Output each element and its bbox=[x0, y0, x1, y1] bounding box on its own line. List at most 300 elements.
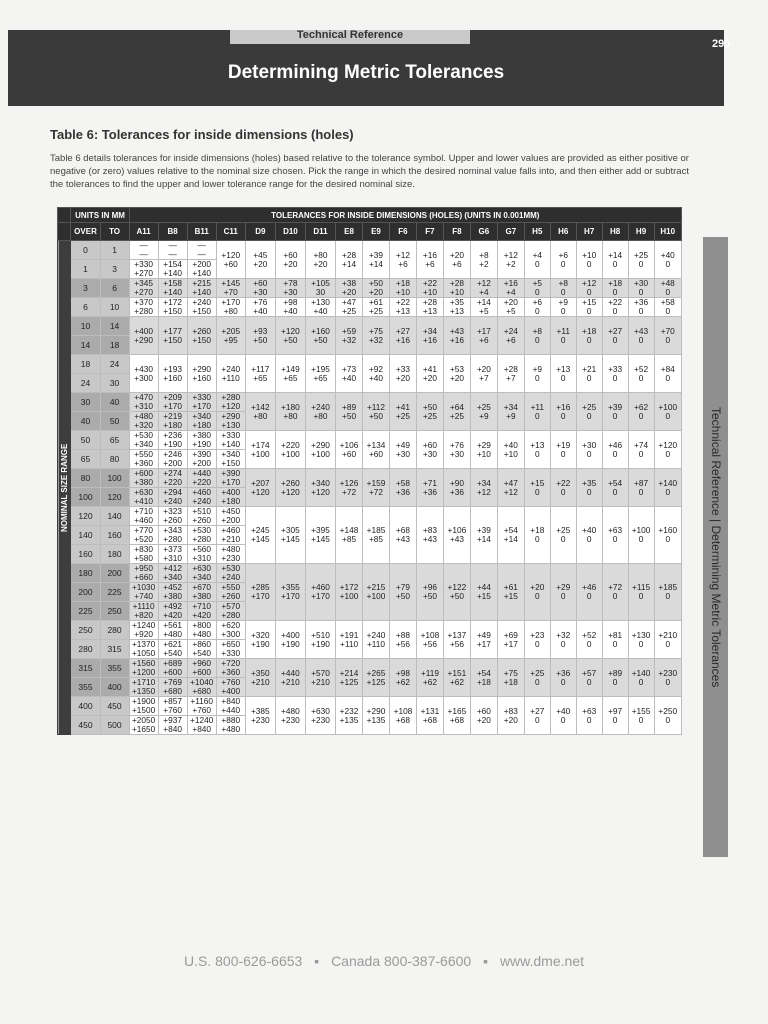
tolerance-cell: +720 +360 bbox=[216, 659, 245, 678]
tolerance-cell: +185 0 bbox=[654, 564, 681, 621]
size-over: 80 bbox=[71, 469, 100, 488]
tolerance-cell: +430 +300 bbox=[129, 355, 158, 393]
tolerance-cell: +492 +420 bbox=[158, 602, 187, 621]
tolerance-cell: +76 +30 bbox=[443, 431, 470, 469]
tolerance-cell: +265 +125 bbox=[363, 659, 390, 697]
tolerance-cell: +60 +20 bbox=[470, 697, 497, 735]
table-row bbox=[58, 317, 682, 336]
tolerance-cell: +52 0 bbox=[628, 355, 654, 393]
tolerance-cell: +290 +160 bbox=[187, 355, 216, 393]
tolerance-cell: +400 +190 bbox=[275, 621, 305, 659]
tolerance-cell: +93 +50 bbox=[245, 317, 275, 355]
size-over: 200 bbox=[71, 583, 100, 602]
tolerance-cell: +22 0 bbox=[550, 469, 576, 507]
size-to: 160 bbox=[100, 526, 129, 545]
tolerance-cell: +46 0 bbox=[576, 564, 602, 621]
tolerance-cell: +860 +540 bbox=[187, 640, 216, 659]
size-to: 200 bbox=[100, 564, 129, 583]
size-to: 18 bbox=[100, 336, 129, 355]
tolerance-cell: +78 +30 bbox=[275, 279, 305, 298]
tolerance-cell: +145 +70 bbox=[216, 279, 245, 298]
tolerance-cell: +52 0 bbox=[576, 621, 602, 659]
size-over: 1 bbox=[71, 260, 100, 279]
table-row bbox=[58, 298, 682, 317]
units-header: UNITS IN MM bbox=[71, 208, 129, 223]
tolerance-cell: +950 +660 bbox=[129, 564, 158, 583]
tolerance-cell: +240 +80 bbox=[305, 393, 335, 431]
tolerance-cell: +11 0 bbox=[550, 317, 576, 355]
column-header: H9 bbox=[628, 223, 654, 241]
tolerance-cell: +154 +140 bbox=[158, 260, 187, 279]
tolerance-cell: +5 0 bbox=[524, 279, 550, 298]
tolerance-cell: +88 +56 bbox=[389, 621, 416, 659]
tolerance-cell: +30 0 bbox=[628, 279, 654, 298]
size-to: 1 bbox=[100, 241, 129, 260]
tolerance-cell: +61 +15 bbox=[497, 564, 524, 621]
tolerance-cell: +460 +170 bbox=[305, 564, 335, 621]
tolerance-cell: +630 +230 bbox=[305, 697, 335, 735]
tolerance-cell: +373 +310 bbox=[158, 545, 187, 564]
tolerance-cell: +105 30 bbox=[305, 279, 335, 298]
size-over: 140 bbox=[71, 526, 100, 545]
size-over: 180 bbox=[71, 564, 100, 583]
tolerance-cell: +40 0 bbox=[576, 507, 602, 564]
tolerance-cell: +58 +36 bbox=[389, 469, 416, 507]
tolerance-cell: +219 +180 bbox=[158, 412, 187, 431]
tolerance-cell: +215 +100 bbox=[363, 564, 390, 621]
size-over: 450 bbox=[71, 716, 100, 735]
intro-paragraph: Table 6 details tolerances for inside dimensions (holes) based relative to the tolerance symbol. Upper and lower values are provided as either positive or negative (or zero) values relative to the nominal size chosen. Pick the range in which the desired nominal value falls into, and then either add or subtract the tolerances to find the upper and lower tolerance range for the desired nominal size. bbox=[50, 153, 689, 190]
tolerance-cell: +385 +230 bbox=[245, 697, 275, 735]
tolerance-cell: +480 +320 bbox=[129, 412, 158, 431]
column-header: G7 bbox=[497, 223, 524, 241]
size-over: 250 bbox=[71, 621, 100, 640]
tolerance-cell: +38 +20 bbox=[336, 279, 363, 298]
tolerance-cell: +50 +25 bbox=[416, 393, 443, 431]
tolerance-cell: +59 +32 bbox=[336, 317, 363, 355]
column-header: D10 bbox=[275, 223, 305, 241]
tolerance-cell: +96 +50 bbox=[416, 564, 443, 621]
section-tab: Technical Reference bbox=[230, 30, 470, 44]
size-to: 80 bbox=[100, 450, 129, 469]
tolerance-cell: +193 +160 bbox=[158, 355, 187, 393]
tolerance-cell: +106 +43 bbox=[443, 507, 470, 564]
tolerance-cell: +68 +43 bbox=[389, 507, 416, 564]
page-number: 295 bbox=[712, 38, 731, 50]
table-body bbox=[58, 241, 682, 735]
size-over: 30 bbox=[71, 393, 100, 412]
column-header: F8 bbox=[443, 223, 470, 241]
tolerance-cell: +18 0 bbox=[576, 317, 602, 355]
tolerance-cell: +35 +13 bbox=[443, 298, 470, 317]
table-row bbox=[58, 393, 682, 412]
size-over: 14 bbox=[71, 336, 100, 355]
size-to: 6 bbox=[100, 279, 129, 298]
tolerance-cell: +19 0 bbox=[550, 431, 576, 469]
tolerance-cell: +343 +280 bbox=[158, 526, 187, 545]
size-over: 40 bbox=[71, 412, 100, 431]
tolerance-cell: +140 0 bbox=[628, 659, 654, 697]
tolerance-cell: +510 +260 bbox=[187, 507, 216, 526]
size-over: 400 bbox=[71, 697, 100, 716]
tolerance-cell: +47 +12 bbox=[497, 469, 524, 507]
tolerance-cell: +21 0 bbox=[576, 355, 602, 393]
column-header: G6 bbox=[470, 223, 497, 241]
tolerance-cell: +185 +85 bbox=[363, 507, 390, 564]
column-header: B8 bbox=[158, 223, 187, 241]
tolerance-cell: +34 +9 bbox=[497, 393, 524, 431]
tolerance-cell: +8 0 bbox=[550, 279, 576, 298]
column-header: H5 bbox=[524, 223, 550, 241]
tolerance-cell: +840 +440 bbox=[216, 697, 245, 716]
tolerance-cell: +158 +140 bbox=[158, 279, 187, 298]
tolerance-cell: +120 +50 bbox=[275, 317, 305, 355]
tolerance-cell: +1030 +740 bbox=[129, 583, 158, 602]
tolerance-cell: +200 +140 bbox=[187, 260, 216, 279]
tolerance-cell: +63 0 bbox=[576, 697, 602, 735]
tolerance-cell: +23 0 bbox=[524, 621, 550, 659]
tolerance-cell: +29 0 bbox=[550, 564, 576, 621]
tolerance-cell: +98 +62 bbox=[389, 659, 416, 697]
tolerance-cell: +440 +210 bbox=[275, 659, 305, 697]
table-row bbox=[58, 621, 682, 640]
column-header: C11 bbox=[216, 223, 245, 241]
tolerance-cell: +13 0 bbox=[550, 355, 576, 393]
tolerance-cell: +160 +50 bbox=[305, 317, 335, 355]
table-row bbox=[58, 279, 682, 298]
tolerance-cell: +47 +25 bbox=[336, 298, 363, 317]
range-label: NOMINAL SIZE RANGE bbox=[58, 241, 71, 735]
tolerance-cell: +20 +6 bbox=[443, 241, 470, 279]
size-to: 250 bbox=[100, 602, 129, 621]
tolerance-cell: +60 +30 bbox=[416, 431, 443, 469]
tolerance-cell: +18 +10 bbox=[389, 279, 416, 298]
table-row bbox=[58, 659, 682, 678]
tolerance-cell: +16 0 bbox=[550, 393, 576, 431]
tolerance-cell: +710 +420 bbox=[187, 602, 216, 621]
tolerance-cell: +550 +360 bbox=[129, 450, 158, 469]
tolerance-cell: +63 0 bbox=[602, 507, 628, 564]
tolerance-cell: +44 +15 bbox=[470, 564, 497, 621]
size-to: 100 bbox=[100, 469, 129, 488]
tolerance-cell: +108 +68 bbox=[389, 697, 416, 735]
size-over: 315 bbox=[71, 659, 100, 678]
tolerance-cell: +770 +520 bbox=[129, 526, 158, 545]
tolerance-cell: +22 0 bbox=[602, 298, 628, 317]
tolerance-cell: +6 0 bbox=[524, 298, 550, 317]
tolerance-cell: +61 +25 bbox=[363, 298, 390, 317]
tolerance-cell: +1160 +760 bbox=[187, 697, 216, 716]
tolerance-cell: +30 0 bbox=[576, 431, 602, 469]
tolerance-cell: +274 +220 bbox=[158, 469, 187, 488]
tolerance-cell: +1110 +820 bbox=[129, 602, 158, 621]
tolerance-cell: +180 +80 bbox=[275, 393, 305, 431]
tolerance-cell: +1710 +1350 bbox=[129, 678, 158, 697]
tolerance-cell: +460 +210 bbox=[216, 526, 245, 545]
tolerance-cell: +89 0 bbox=[602, 659, 628, 697]
tolerance-cell: +620 +300 bbox=[216, 621, 245, 640]
tolerance-cell: +97 0 bbox=[602, 697, 628, 735]
tolerance-cell: +159 +72 bbox=[363, 469, 390, 507]
tolerance-cell: +73 +40 bbox=[336, 355, 363, 393]
tolerance-cell: +174 +100 bbox=[245, 431, 275, 469]
tolerance-cell: +130 +40 bbox=[305, 298, 335, 317]
tolerance-cell: +230 0 bbox=[654, 659, 681, 697]
tolerance-cell: +15 0 bbox=[576, 298, 602, 317]
us-phone: U.S. 800-626-6653 bbox=[184, 953, 303, 969]
tolerance-cell: +35 0 bbox=[576, 469, 602, 507]
table-row bbox=[58, 507, 682, 526]
size-to: 120 bbox=[100, 488, 129, 507]
tolerance-cell: +1240 +920 bbox=[129, 621, 158, 640]
tolerance-cell: +54 +14 bbox=[497, 507, 524, 564]
tolerance-cell: +33 0 bbox=[602, 355, 628, 393]
tolerance-cell: +39 +14 bbox=[363, 241, 390, 279]
column-header: H6 bbox=[550, 223, 576, 241]
column-header: A11 bbox=[129, 223, 158, 241]
tolerance-cell: +240 +110 bbox=[363, 621, 390, 659]
tolerance-cell: +260 +150 bbox=[187, 317, 216, 355]
tolerance-cell: +530 +240 bbox=[216, 564, 245, 583]
size-over: 10 bbox=[71, 317, 100, 336]
size-over: 50 bbox=[71, 431, 100, 450]
tolerance-cell: +355 +170 bbox=[275, 564, 305, 621]
size-over: 355 bbox=[71, 678, 100, 697]
size-over: 100 bbox=[71, 488, 100, 507]
tolerance-cell: +36 0 bbox=[628, 298, 654, 317]
tolerance-cell: +15 0 bbox=[524, 469, 550, 507]
tolerance-cell: +49 +17 bbox=[470, 621, 497, 659]
column-header: H7 bbox=[576, 223, 602, 241]
tolerance-cell: +220 +100 bbox=[275, 431, 305, 469]
tolerance-cell: +250 0 bbox=[654, 697, 681, 735]
tolerance-cell: +830 +580 bbox=[129, 545, 158, 564]
tolerance-cell: +87 0 bbox=[628, 469, 654, 507]
tolerance-cell: +49 +30 bbox=[389, 431, 416, 469]
tolerance-cell: +305 +145 bbox=[275, 507, 305, 564]
tolerance-cell: +100 0 bbox=[654, 393, 681, 431]
tolerance-cell: +25 0 bbox=[628, 241, 654, 279]
table-row bbox=[58, 564, 682, 583]
tolerance-cell: +120 +60 bbox=[216, 241, 245, 279]
tolerance-cell: +172 +150 bbox=[158, 298, 187, 317]
tolerance-cell: +769 +680 bbox=[158, 678, 187, 697]
tolerance-table bbox=[57, 207, 682, 735]
size-to: 24 bbox=[100, 355, 129, 374]
tolerance-cell: — — bbox=[158, 241, 187, 260]
tolerance-cell: — — bbox=[129, 241, 158, 260]
tolerance-cell: +530 +340 bbox=[129, 431, 158, 450]
tolerance-cell: +340 +180 bbox=[187, 412, 216, 431]
tolerance-cell: +6 0 bbox=[550, 241, 576, 279]
tolerance-cell: +32 0 bbox=[550, 621, 576, 659]
tolerance-cell: +64 +25 bbox=[443, 393, 470, 431]
tolerance-cell: +20 +5 bbox=[497, 298, 524, 317]
tolerance-cell: +90 +36 bbox=[443, 469, 470, 507]
tolerance-cell: +74 0 bbox=[628, 431, 654, 469]
tolerance-cell: +112 +50 bbox=[363, 393, 390, 431]
tolerance-cell: +380 +190 bbox=[187, 431, 216, 450]
size-over: 65 bbox=[71, 450, 100, 469]
tolerance-cell: +689 +600 bbox=[158, 659, 187, 678]
tolerance-cell: +12 +6 bbox=[389, 241, 416, 279]
tolerance-cell: +460 +240 bbox=[187, 488, 216, 507]
tolerance-cell: +4 0 bbox=[524, 241, 550, 279]
tolerance-cell: +330 +270 bbox=[129, 260, 158, 279]
tolerance-cell: +452 +380 bbox=[158, 583, 187, 602]
tolerance-cell: +34 +16 bbox=[416, 317, 443, 355]
tolerance-cell: +100 0 bbox=[628, 507, 654, 564]
table-row bbox=[58, 241, 682, 260]
tolerance-cell: +9 0 bbox=[524, 355, 550, 393]
size-to: 315 bbox=[100, 640, 129, 659]
tolerance-cell: +340 +150 bbox=[216, 450, 245, 469]
separator-dot: ▪ bbox=[483, 953, 489, 969]
tolerance-cell: +10 0 bbox=[576, 241, 602, 279]
column-header: E9 bbox=[363, 223, 390, 241]
size-to: 40 bbox=[100, 393, 129, 412]
tolerance-cell: +1240 +840 bbox=[187, 716, 216, 735]
tolerance-cell: +207 +120 bbox=[245, 469, 275, 507]
tolerance-cell: +330 +140 bbox=[216, 431, 245, 450]
tolerance-cell: +294 +240 bbox=[158, 488, 187, 507]
size-to: 225 bbox=[100, 583, 129, 602]
website-link[interactable]: www.dme.net bbox=[499, 953, 584, 969]
page-title: Determining Metric Tolerances bbox=[227, 62, 505, 83]
tolerance-cell: +72 0 bbox=[602, 564, 628, 621]
tolerance-cell: +800 +480 bbox=[187, 621, 216, 640]
tolerance-cell: +140 0 bbox=[654, 469, 681, 507]
column-header: D9 bbox=[245, 223, 275, 241]
tolerance-cell: +400 +290 bbox=[129, 317, 158, 355]
tolerance-cell: +76 +40 bbox=[245, 298, 275, 317]
tolerance-cell: +240 +110 bbox=[216, 355, 245, 393]
tolerance-cell: +120 0 bbox=[654, 431, 681, 469]
tolerance-cell: +561 +480 bbox=[158, 621, 187, 640]
tolerance-cell: +34 +12 bbox=[470, 469, 497, 507]
tolerance-cell: +126 +72 bbox=[336, 469, 363, 507]
tolerance-cell: +560 +310 bbox=[187, 545, 216, 564]
size-over: 24 bbox=[71, 374, 100, 393]
tolerance-cell: +191 +110 bbox=[336, 621, 363, 659]
tolerance-cell: +440 +220 bbox=[187, 469, 216, 488]
size-to: 140 bbox=[100, 507, 129, 526]
tolerance-cell: +8 0 bbox=[524, 317, 550, 355]
header-banner bbox=[8, 30, 731, 106]
tolerance-cell: +155 0 bbox=[628, 697, 654, 735]
tolerance-cell: +12 +2 bbox=[497, 241, 524, 279]
size-over: 160 bbox=[71, 545, 100, 564]
table-row bbox=[58, 431, 682, 450]
table-row bbox=[58, 469, 682, 488]
tolerance-cell: +630 +340 bbox=[187, 564, 216, 583]
tolerance-cell: +28 +10 bbox=[443, 279, 470, 298]
tolerance-cell: +130 0 bbox=[628, 621, 654, 659]
tolerance-cell: +470 +310 bbox=[129, 393, 158, 412]
tolerance-cell: +340 +120 bbox=[305, 469, 335, 507]
column-header: H8 bbox=[602, 223, 628, 241]
separator-dot: ▪ bbox=[314, 953, 320, 969]
tolerance-cell: +89 +50 bbox=[336, 393, 363, 431]
tolerance-cell: +69 +17 bbox=[497, 621, 524, 659]
tolerance-cell: +177 +150 bbox=[158, 317, 187, 355]
size-over: 225 bbox=[71, 602, 100, 621]
tolerance-cell: +1560 +1200 bbox=[129, 659, 158, 678]
tolerance-cell: +20 0 bbox=[524, 564, 550, 621]
tolerance-cell: +11 0 bbox=[524, 393, 550, 431]
tolerance-cell: +12 0 bbox=[576, 279, 602, 298]
tolerance-cell: +117 +65 bbox=[245, 355, 275, 393]
tolerance-cell: +28 +13 bbox=[416, 298, 443, 317]
tolerance-cell: +53 +20 bbox=[443, 355, 470, 393]
tolerance-cell: +83 +20 bbox=[497, 697, 524, 735]
column-header-row bbox=[58, 223, 682, 241]
side-tab-label: Technical Reference | Determining Metric Tolerances bbox=[709, 406, 723, 688]
tolerance-cell: +98 +40 bbox=[275, 298, 305, 317]
tolerance-cell: +510 +190 bbox=[305, 621, 335, 659]
tolerance-cell: +18 0 bbox=[602, 279, 628, 298]
tolerance-cell: +260 +120 bbox=[275, 469, 305, 507]
tolerance-cell: +122 +50 bbox=[443, 564, 470, 621]
tolerance-cell: +450 +200 bbox=[216, 507, 245, 526]
tolerance-cell: +131 +68 bbox=[416, 697, 443, 735]
tolerance-cell: +246 +200 bbox=[158, 450, 187, 469]
size-to: 400 bbox=[100, 678, 129, 697]
tolerance-cell: +12 +4 bbox=[470, 279, 497, 298]
tolerance-cell: +43 0 bbox=[628, 317, 654, 355]
size-to: 450 bbox=[100, 697, 129, 716]
tolerance-cell: +160 0 bbox=[654, 507, 681, 564]
tolerance-cell: +760 +400 bbox=[216, 678, 245, 697]
tolerance-cell: +1040 +680 bbox=[187, 678, 216, 697]
tolerance-cell: +41 +25 bbox=[389, 393, 416, 431]
tolerance-cell: +8 +2 bbox=[470, 241, 497, 279]
size-over: 6 bbox=[71, 298, 100, 317]
tolerance-cell: +330 +170 bbox=[187, 393, 216, 412]
column-header: F7 bbox=[416, 223, 443, 241]
tolerance-cell: +480 +230 bbox=[275, 697, 305, 735]
tolerance-cell: +27 0 bbox=[602, 317, 628, 355]
tolerance-cell: +151 +62 bbox=[443, 659, 470, 697]
tolerance-cell: +1900 +1500 bbox=[129, 697, 158, 716]
column-header: D11 bbox=[305, 223, 335, 241]
tolerance-cell: +14 +5 bbox=[470, 298, 497, 317]
tolerance-cell: +209 +170 bbox=[158, 393, 187, 412]
tolerance-cell: +390 +200 bbox=[187, 450, 216, 469]
tolerance-cell: +81 0 bbox=[602, 621, 628, 659]
tolerance-cell: +75 +32 bbox=[363, 317, 390, 355]
tolerance-cell: +960 +600 bbox=[187, 659, 216, 678]
tolerance-cell: +285 +170 bbox=[245, 564, 275, 621]
tolerance-cell: +370 +280 bbox=[129, 298, 158, 317]
tolerance-cell: +170 +80 bbox=[216, 298, 245, 317]
tolerance-cell: +630 +410 bbox=[129, 488, 158, 507]
tolerance-cell: +25 0 bbox=[550, 507, 576, 564]
tolerance-cell: +148 +85 bbox=[336, 507, 363, 564]
tolerance-cell: +40 0 bbox=[654, 241, 681, 279]
size-to: 355 bbox=[100, 659, 129, 678]
tolerance-cell: +570 +280 bbox=[216, 602, 245, 621]
size-to: 50 bbox=[100, 412, 129, 431]
tolerance-cell: +142 +80 bbox=[245, 393, 275, 431]
tolerance-cell: +290 +130 bbox=[216, 412, 245, 431]
tolerance-cell: +149 +65 bbox=[275, 355, 305, 393]
tolerance-cell: +62 0 bbox=[628, 393, 654, 431]
size-to: 280 bbox=[100, 621, 129, 640]
tolerance-cell: +650 +330 bbox=[216, 640, 245, 659]
tolerance-cell: +45 +20 bbox=[245, 241, 275, 279]
tolerance-cell: +215 +140 bbox=[187, 279, 216, 298]
